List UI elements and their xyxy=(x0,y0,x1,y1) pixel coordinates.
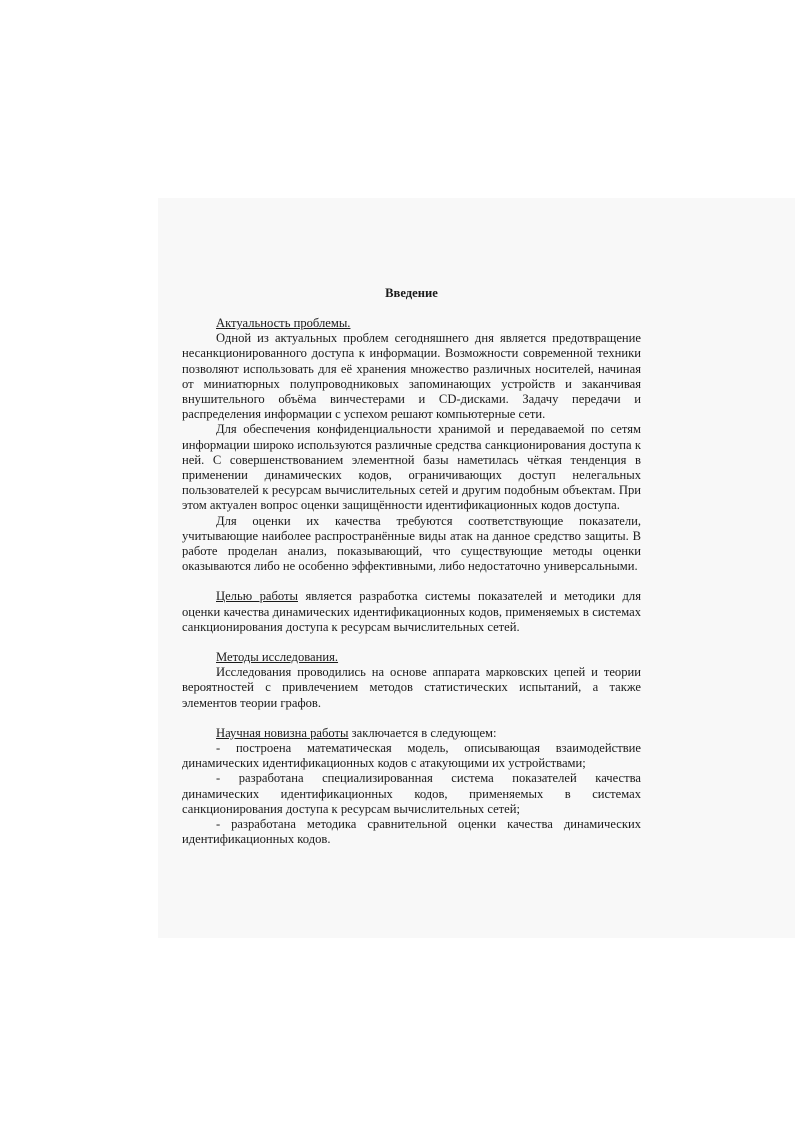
relevance-heading xyxy=(182,316,641,331)
section-spacer xyxy=(182,635,641,650)
relevance-paragraph-3: Для оценки их качества требуются соответствующие показатели, учитывающие наиболее распространённые виды атак на данное средство защиты. В работе проделан анализ, показывающий, что существующие методы оценки оказываются либо не особенно эффективными, либо недостаточно универсальными. xyxy=(182,513,641,574)
goal-text: является разработка системы показателей и методики для оценки качества динамических идентификационных кодов, применяемых в системах санкционирования доступа к ресурсам вычислительных сетей. xyxy=(182,589,641,634)
relevance-paragraph-2: Для обеспечения конфиденциальности хранимой и передаваемой по сетям информации широко используются различные средства санкционирования доступа к ней. С совершенствованием элементной базы наметилась чёткая тенденция в применении динамических кодов, ограничивающих доступ нелегальных пользователей к ресурсам вычислительных сетей и другим подобным объектам. При этом актуален вопрос оценки защищённости идентификационных кодов доступа. xyxy=(182,422,641,513)
methods-heading xyxy=(182,650,641,665)
novelty-item-1: - построена математическая модель, описывающая взаимодействие динамических идентификационных кодов с атакующими их устройствами; xyxy=(182,741,641,771)
goal-paragraph xyxy=(182,589,641,635)
goal-heading: Целью работы xyxy=(216,589,298,604)
novelty-heading-text: Научная новизна работы xyxy=(216,725,349,740)
novelty-heading xyxy=(182,726,641,741)
document-body xyxy=(182,286,641,848)
novelty-item-3: - разработана методика сравнительной оценки качества динамических идентификационных кодов. xyxy=(182,817,641,847)
novelty-intro: заключается в следующем: xyxy=(351,725,497,740)
document-title: Введение xyxy=(385,286,438,300)
relevance-paragraph-1: Одной из актуальных проблем сегодняшнего дня является предотвращение несанкционированного доступа к информации. Возможности современной техники позволяют использовать для её хранения множество различных носителей, начиная от миниатюрных полупроводниковых запоминающих устройств и заканчивая внушительного объёма винчестерами и CD-дисками. Задачу передачи и распределения информации с успехом решают компьютерные сети. xyxy=(182,331,641,422)
methods-paragraph: Исследования проводились на основе аппарата марковских цепей и теории вероятностей с привлечением методов статистических испытаний, а также элементов теории графов. xyxy=(182,665,641,710)
section-spacer xyxy=(182,711,641,726)
section-spacer xyxy=(182,574,641,589)
novelty-item-2: - разработана специализированная система показателей качества динамических идентификационных кодов, применяемых в системах санкционирования доступа к ресурсам вычислительных сетей; xyxy=(182,771,641,816)
methods-heading-text: Методы исследования. xyxy=(216,650,339,665)
relevance-heading-text: Актуальность проблемы. xyxy=(216,316,351,330)
